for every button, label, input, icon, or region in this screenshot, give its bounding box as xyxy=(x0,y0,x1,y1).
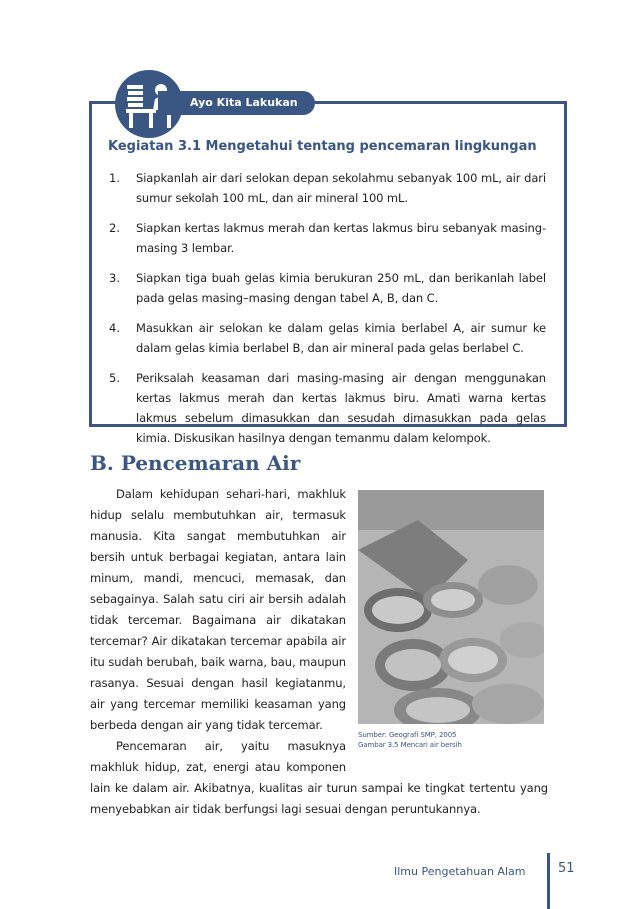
step-text: Siapkan kertas lakmus merah dan kertas lakmus biru sebanyak masing-masing 3 lembar. xyxy=(136,221,546,255)
step-text: Siapkan tiga buah gelas kimia berukuran 250 mL, dan berikanlah label pada gelas masing–masing dengan tabel A, B, dan C. xyxy=(136,271,546,305)
step-item xyxy=(106,368,546,448)
figure-caption xyxy=(358,730,548,750)
page-number: 51 xyxy=(558,861,575,876)
figure xyxy=(358,490,548,768)
footer-subject: Ilmu Pengetahuan Alam xyxy=(394,865,526,878)
body-paragraph: Dalam kehidupan sehari-hari, makhluk hidup selalu membutuhkan air, termasuk manusia. Kita sangat membutuhkan air bersih untuk berbagai kegiatan, antara lain minum, mandi, mencuci, memasak, dan sebagainya. Salah satu ciri air bersih adalah tidak tercemar. Bagaimana air dikatakan tercemar? Air dikatakan tercemar apabila air itu sudah berubah, baik warna, bau, maupun rasanya. Sesuai dengan hasil kegiatanmu, air yang tercemar memiliki keasaman yang berbeda dengan air yang tidak tercemar. xyxy=(90,487,346,732)
figure-title: Gambar 3.5 Mencari air bersih xyxy=(358,741,462,749)
step-number: 1. xyxy=(109,171,120,185)
step-item xyxy=(106,268,546,308)
section-body xyxy=(90,484,548,820)
step-text: Siapkanlah air dari selokan depan sekolahmu sebanyak 100 mL, air dari sumur sekolah 100 mL, dan air mineral 100 mL. xyxy=(136,171,546,205)
step-number: 4. xyxy=(109,321,120,335)
footer-divider xyxy=(547,853,550,909)
figure-source: Sumber: Geografi SMP, 2005 xyxy=(358,731,457,739)
step-item xyxy=(106,218,546,258)
step-item xyxy=(106,318,546,358)
water-collection-photo xyxy=(358,490,544,724)
step-item xyxy=(106,168,546,208)
activity-title: Kegiatan 3.1 Mengetahui tentang pencemaran lingkungan xyxy=(108,139,537,154)
step-number: 3. xyxy=(109,271,120,285)
activity-tab: Ayo Kita Lakukan xyxy=(158,91,315,115)
activity-step-list xyxy=(106,168,546,458)
step-text: Periksalah keasaman dari masing-masing air dengan menggunakan kertas lakmus merah dan kertas lakmus biru. Amati warna kertas lakmus sebelum dimasukkan dan sesudah dimasukkan pada gelas kimia. Diskusikan hasilnya dengan temanmu dalam kelompok. xyxy=(136,371,546,445)
step-text: Masukkan air selokan ke dalam gelas kimia berlabel A, air sumur ke dalam gelas kimia berlabel B, dan air mineral pada gelas berlabel C. xyxy=(136,321,546,355)
section-heading: B. Pencemaran Air xyxy=(90,451,301,475)
step-number: 5. xyxy=(109,371,120,385)
step-number: 2. xyxy=(109,221,120,235)
body-paragraph: Pencemaran air, yaitu masuknya makhluk hidup, zat, energi atau komponen lain ke dalam air. Akibatnya, kualitas air turun sampai ke tingkat tertentu yang menyebabkan air tidak berfungsi lagi sesuai dengan peruntukannya. xyxy=(90,739,548,816)
